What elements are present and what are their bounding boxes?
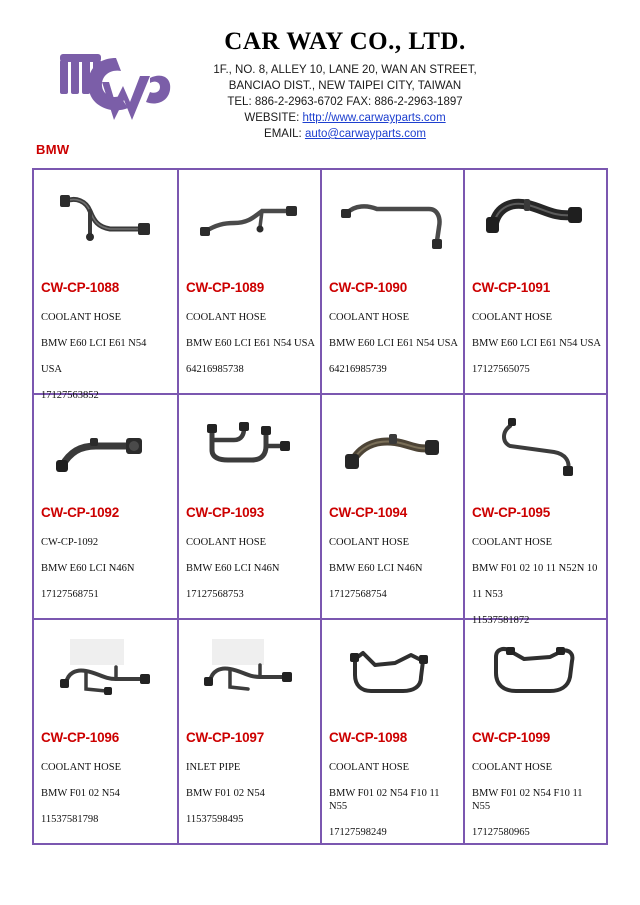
desc-line: 11 N53 bbox=[472, 589, 503, 600]
desc-line: 17127563852 bbox=[41, 390, 99, 401]
car-way-cw-logo bbox=[58, 52, 178, 130]
desc-line: BMW F01 02 N54 F10 11 N55 bbox=[329, 788, 440, 812]
product-cell[interactable] bbox=[34, 620, 177, 843]
coolant-hose-photo bbox=[328, 401, 457, 501]
part-number: CW-CP-1088 bbox=[41, 280, 119, 295]
coolant-hose-photo bbox=[471, 626, 600, 726]
desc-line: BMW F01 02 N54 F10 11 N55 bbox=[472, 788, 583, 812]
part-description bbox=[41, 748, 172, 839]
desc-line: COOLANT HOSE bbox=[186, 537, 267, 548]
coolant-hose-photo bbox=[471, 176, 600, 276]
brand-label: BMW bbox=[36, 142, 70, 157]
desc-line: COOLANT HOSE bbox=[41, 312, 122, 323]
desc-line: 11537598495 bbox=[186, 814, 244, 825]
part-number: CW-CP-1089 bbox=[186, 280, 264, 295]
desc-line: CW-CP-1092 bbox=[41, 537, 99, 548]
desc-line: 17127568753 bbox=[186, 589, 244, 600]
part-number: CW-CP-1094 bbox=[329, 505, 407, 520]
desc-line: 17127580965 bbox=[472, 827, 530, 838]
desc-line: BMW E60 LCI E61 N54 USA bbox=[186, 338, 316, 349]
email-link[interactable]: auto@carwayparts.com bbox=[304, 128, 426, 140]
desc-line: COOLANT HOSE bbox=[472, 762, 553, 773]
coolant-hose-photo bbox=[40, 176, 171, 276]
product-row bbox=[34, 170, 606, 401]
product-cell[interactable] bbox=[320, 170, 463, 393]
desc-line: COOLANT HOSE bbox=[472, 537, 553, 548]
desc-line: USA bbox=[41, 364, 63, 375]
desc-line: 64216985739 bbox=[329, 364, 387, 375]
address-line-1: 1F., NO. 8, ALLEY 10, LANE 20, WAN AN STREET, bbox=[213, 64, 477, 76]
product-grid bbox=[32, 168, 608, 845]
desc-line: 17127598249 bbox=[329, 827, 387, 838]
part-number: CW-CP-1092 bbox=[41, 505, 119, 520]
desc-line: INLET PIPE bbox=[186, 762, 241, 773]
product-cell[interactable] bbox=[320, 620, 463, 843]
part-number: CW-CP-1091 bbox=[472, 280, 550, 295]
desc-line: COOLANT HOSE bbox=[186, 312, 267, 323]
desc-line: BMW E60 LCI E61 N54 bbox=[41, 338, 147, 349]
coolant-hose-photo bbox=[328, 176, 457, 276]
company-name: CAR WAY CO., LTD. bbox=[224, 28, 466, 55]
inlet-pipe-photo bbox=[185, 626, 314, 726]
desc-line: BMW E60 LCI E61 N54 USA bbox=[329, 338, 459, 349]
address-line-2: BANCIAO DIST., NEW TAIPEI CITY, TAIWAN bbox=[228, 80, 462, 92]
part-description bbox=[472, 298, 601, 389]
desc-line: BMW E60 LCI N46N bbox=[186, 563, 280, 574]
desc-line: 11537581798 bbox=[41, 814, 99, 825]
desc-line: COOLANT HOSE bbox=[329, 537, 410, 548]
coolant-hose-photo bbox=[328, 626, 457, 726]
desc-line: BMW F01 02 N54 bbox=[41, 788, 120, 799]
part-number: CW-CP-1093 bbox=[186, 505, 264, 520]
part-description bbox=[329, 523, 458, 614]
part-number: CW-CP-1098 bbox=[329, 730, 407, 745]
desc-line: BMW E60 LCI E61 N54 USA bbox=[472, 338, 602, 349]
product-row bbox=[34, 618, 606, 843]
desc-line: COOLANT HOSE bbox=[41, 762, 122, 773]
part-number: CW-CP-1096 bbox=[41, 730, 119, 745]
coolant-hose-photo bbox=[185, 401, 314, 501]
email-label: EMAIL: bbox=[264, 128, 305, 140]
product-cell[interactable] bbox=[177, 620, 320, 843]
product-cell[interactable] bbox=[463, 170, 606, 393]
product-cell[interactable] bbox=[177, 170, 320, 393]
part-number: CW-CP-1097 bbox=[186, 730, 264, 745]
product-cell[interactable] bbox=[463, 395, 606, 626]
part-number: CW-CP-1095 bbox=[472, 505, 550, 520]
website-label: WEBSITE: bbox=[244, 112, 303, 124]
desc-line: BMW E60 LCI N46N bbox=[41, 563, 135, 574]
coolant-hose-photo bbox=[40, 626, 171, 726]
desc-line: 17127565075 bbox=[472, 364, 530, 375]
product-row bbox=[34, 393, 606, 626]
desc-line: 17127568751 bbox=[41, 589, 99, 600]
desc-line: 64216985738 bbox=[186, 364, 244, 375]
coolant-hose-photo bbox=[471, 401, 600, 501]
part-description bbox=[329, 748, 458, 852]
part-description bbox=[329, 298, 458, 389]
part-description bbox=[186, 748, 315, 839]
part-number: CW-CP-1099 bbox=[472, 730, 550, 745]
desc-line: 17127568754 bbox=[329, 589, 387, 600]
product-cell[interactable] bbox=[34, 395, 177, 618]
part-description bbox=[472, 748, 601, 852]
page-header bbox=[0, 0, 640, 158]
website-link[interactable]: http://www.carwayparts.com bbox=[302, 112, 446, 124]
desc-line: COOLANT HOSE bbox=[329, 762, 410, 773]
product-cell[interactable] bbox=[463, 620, 606, 843]
coolant-hose-photo bbox=[40, 401, 171, 501]
product-cell[interactable] bbox=[177, 395, 320, 618]
phone-fax-line: TEL: 886-2-2963-6702 FAX: 886-2-2963-1897 bbox=[227, 96, 463, 108]
desc-line: BMW F01 02 10 11 N52N 10 bbox=[472, 563, 598, 574]
part-number: CW-CP-1090 bbox=[329, 280, 407, 295]
part-description bbox=[41, 523, 172, 614]
product-cell[interactable] bbox=[320, 395, 463, 618]
product-cell[interactable] bbox=[34, 170, 177, 401]
part-description bbox=[186, 523, 315, 614]
desc-line: 11537581872 bbox=[472, 615, 530, 626]
desc-line: BMW E60 LCI N46N bbox=[329, 563, 423, 574]
coolant-hose-photo bbox=[185, 176, 314, 276]
part-description bbox=[186, 298, 315, 389]
desc-line: BMW F01 02 N54 bbox=[186, 788, 265, 799]
desc-line: COOLANT HOSE bbox=[329, 312, 410, 323]
desc-line: COOLANT HOSE bbox=[472, 312, 553, 323]
